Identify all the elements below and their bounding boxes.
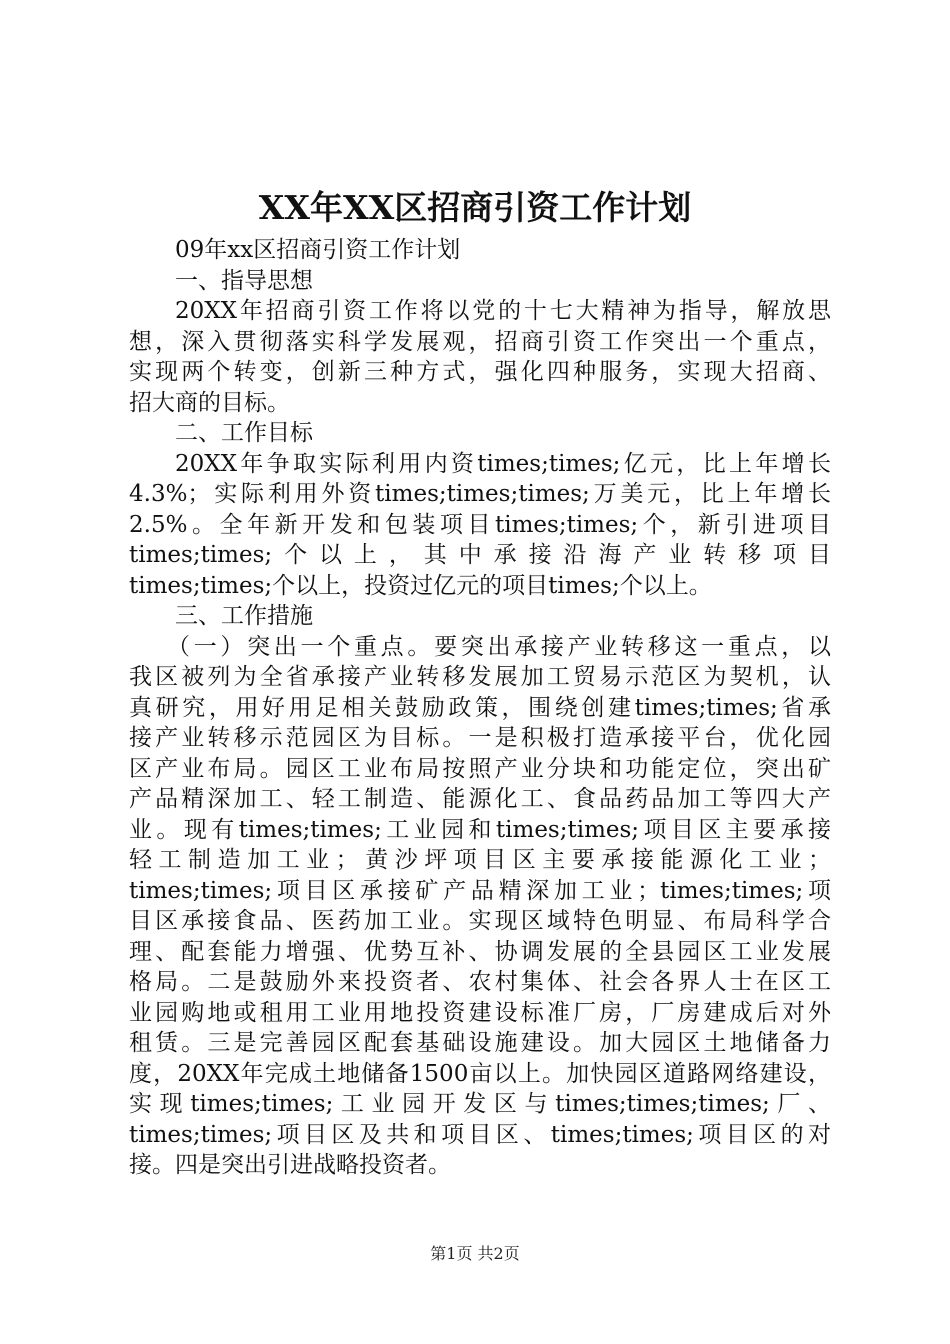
section-heading-guiding-ideology: 一、指导思想 bbox=[175, 267, 313, 294]
document-body bbox=[129, 235, 831, 1181]
paragraph-line: 20XX年争取实际利用内资times;times;亿元，比上年增长 bbox=[175, 450, 831, 477]
paragraph-line: 4.3%；实际利用外资times;times;times;万美元，比上年增长 bbox=[129, 481, 831, 507]
subtitle-line: 09年xx区招商引资工作计划 bbox=[175, 237, 461, 263]
paragraph-line: 招大商的目标。 bbox=[129, 389, 290, 416]
paragraph-line: 轻工制造加工业；黄沙坪项目区主要承接能源化工业； bbox=[129, 847, 831, 873]
paragraph-line: 真研究，用好用足相关鼓励政策，围绕创建times;times;省承 bbox=[129, 694, 831, 721]
paragraph-line: times;times;个以上，投资过亿元的项目times;个以上。 bbox=[129, 572, 712, 599]
paragraph-line: 实现times;times;工业园开发区与times;times;times;厂、 bbox=[129, 1091, 831, 1117]
document-title: XX年XX区招商引资工作计划 bbox=[258, 188, 692, 227]
section-heading-work-measures: 三、工作措施 bbox=[175, 603, 313, 629]
paragraph-line: 业园购地或租用工业用地投资建设标准厂房，厂房建成后对外 bbox=[129, 999, 831, 1026]
paragraph-line: 业。现有times;times;工业园和times;times;项目区主要承接 bbox=[129, 816, 831, 843]
paragraph-line: 理、配套能力增强、优势互补、协调发展的全县园区工业发展 bbox=[129, 938, 831, 965]
paragraph-line: 格局。二是鼓励外来投资者、农村集体、社会各界人士在区工 bbox=[129, 969, 831, 995]
paragraph-line: times;times;个以上，其中承接沿海产业转移项目 bbox=[129, 542, 831, 568]
paragraph-line: 我区被列为全省承接产业转移发展加工贸易示范区为契机，认 bbox=[129, 664, 831, 690]
paragraph-line: 目区承接食品、医药加工业。实现区域特色明显、布局科学合 bbox=[129, 908, 831, 934]
paragraph-line: 度，20XX年完成土地储备1500亩以上。加快园区道路网络建设， bbox=[129, 1060, 831, 1087]
paragraph-line: times;times;项目区承接矿产品精深加工业；times;times;项 bbox=[129, 877, 831, 904]
page-number-footer: 第1页 共2页 bbox=[430, 1244, 520, 1263]
paragraph-line: 接产业转移示范园区为目标。一是积极打造承接平台，优化园 bbox=[129, 725, 831, 751]
paragraph-line: times;times;项目区及共和项目区、times;times;项目区的对 bbox=[129, 1121, 831, 1148]
section-heading-work-goals: 二、工作目标 bbox=[175, 420, 313, 446]
paragraph-line: 2.5%。全年新开发和包装项目times;times;个，新引进项目 bbox=[129, 511, 831, 538]
paragraph-line: 20XX年招商引资工作将以党的十七大精神为指导，解放思 bbox=[175, 298, 831, 324]
paragraph-line: 租赁。三是完善园区配套基础设施建设。加大园区土地储备力 bbox=[129, 1030, 831, 1056]
paragraph-line: 接。四是突出引进战略投资者。 bbox=[129, 1152, 451, 1178]
paragraph-line: 实现两个转变，创新三种方式，强化四种服务，实现大招商、 bbox=[129, 359, 831, 385]
paragraph-line: 产品精深加工、轻工制造、能源化工、食品药品加工等四大产 bbox=[129, 786, 831, 812]
paragraph-line: 区产业布局。园区工业布局按照产业分块和功能定位，突出矿 bbox=[129, 755, 831, 782]
paragraph-line: 想，深入贯彻落实科学发展观，招商引资工作突出一个重点， bbox=[129, 328, 831, 355]
paragraph-line: （一）突出一个重点。要突出承接产业转移这一重点，以 bbox=[167, 633, 831, 660]
